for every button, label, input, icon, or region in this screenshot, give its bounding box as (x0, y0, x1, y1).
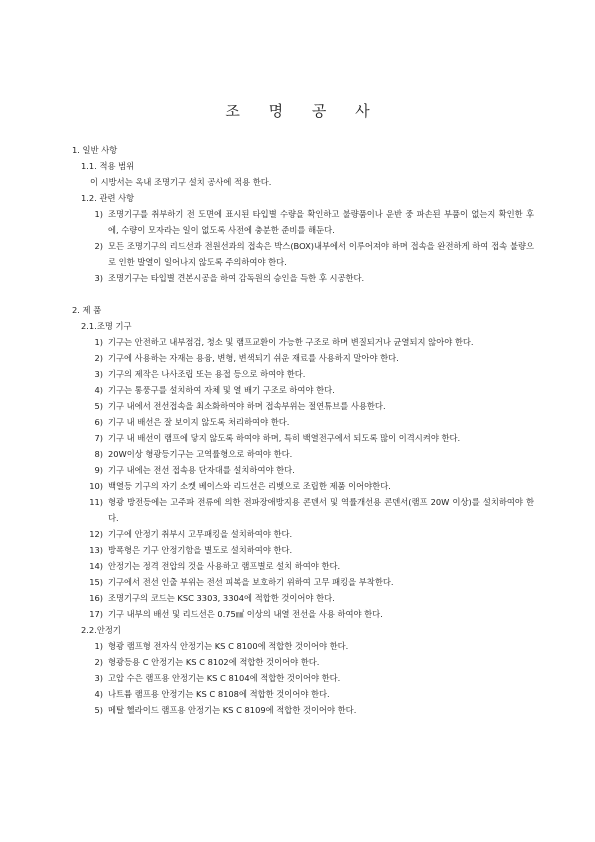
list-item-text: 모든 조명기구의 리드선과 전원선과의 접속은 박스(BOX)내부에서 이루어져야 하며 접속을 완전하게 하여 접속 불량으로 인한 발열이 일어나지 않도록 주의하여야 한다. (108, 241, 534, 267)
list-item-text: 기구 내 배선이 램프에 닿지 않도록 하여야 하며, 특히 백열전구에서 되도록 많이 이격시켜야 한다. (108, 433, 461, 443)
list-item-text: 고압 수은 램프용 안정기는 KS C 8104에 적합한 것이어야 한다. (108, 673, 341, 683)
list-item-number: 15) (89, 577, 103, 587)
list-item (72, 430, 534, 446)
list-item-text: 메탈 헬라이드 램프용 안정기는 KS C 8109에 적합한 것이어야 한다. (108, 705, 357, 715)
fixture-items-list (72, 334, 534, 622)
list-item-number: 4) (94, 385, 103, 395)
list-item (72, 414, 534, 430)
list-item-text: 기구 내 배선은 잘 보이지 않도록 처리하여야 한다. (108, 417, 290, 427)
list-item (72, 462, 534, 478)
related-items-list (72, 206, 534, 286)
list-item-number: 8) (94, 449, 103, 459)
list-item (72, 638, 534, 654)
list-item (72, 334, 534, 350)
list-item-number: 11) (89, 497, 103, 507)
list-item-number: 7) (94, 433, 103, 443)
section-heading-general: 1. 일반 사항 (72, 145, 118, 155)
list-item-number: 17) (89, 609, 103, 619)
list-item (72, 558, 534, 574)
list-item (72, 382, 534, 398)
list-item-text: 방폭형은 기구 안정기함을 별도로 설치하여야 한다. (108, 545, 293, 555)
list-item-text: 기구에서 전선 인출 부위는 전선 피복을 보호하기 위하여 고무 패킹을 부착한다. (108, 577, 394, 587)
list-item-number: 3) (94, 273, 103, 283)
list-item (72, 574, 534, 590)
list-item-text: 조명기구를 취부하기 전 도면에 표시된 타입별 수량을 확인하고 불량품이나 운반 중 파손된 부품이 없는지 확인한 후에, 수량이 모자라는 일이 없도록 사전에 충분한 준비를 해둔다. (108, 209, 534, 235)
list-item (72, 270, 534, 286)
list-item (72, 542, 534, 558)
section-heading-products: 2. 제 품 (72, 305, 102, 315)
list-item-text: 기구의 제작은 나사조립 또는 용접 등으로 하여야 한다. (108, 369, 306, 379)
subsection-heading-lighting-fixtures: 2.1.조명 기구 (81, 321, 132, 331)
list-item-number: 3) (94, 369, 103, 379)
list-item-text: 기구는 통풍구를 설치하여 자체 및 열 배기 구조로 하여야 한다. (108, 385, 335, 395)
list-item (72, 350, 534, 366)
list-item-text: 기구에 안정기 취부시 고무패킹을 설치하여야 한다. (108, 529, 293, 539)
document-title: 조 명 공 사 (225, 102, 382, 120)
list-item-number: 1) (94, 641, 103, 651)
list-item-number: 2) (94, 353, 103, 363)
list-item-text: 나트륨 램프용 안정기는 KS C 8108에 적합한 것이어야 한다. (108, 689, 330, 699)
list-item-number: 5) (94, 705, 103, 715)
list-item-text: 안정기는 정격 전압의 것을 사용하고 램프별로 설치 하여야 한다. (108, 561, 341, 571)
list-item-text: 기구에 사용하는 자재는 용융, 변형, 변색되기 쉬운 재료를 사용하지 말아야 한다. (108, 353, 399, 363)
subsection-heading-related: 1.2. 관련 사항 (81, 193, 135, 203)
list-item-text: 형광 램프형 전자식 안정기는 KS C 8100에 적합한 것이어야 한다. (108, 641, 349, 651)
list-item-number: 2) (94, 657, 103, 667)
list-item (72, 606, 534, 622)
list-item (72, 206, 534, 238)
list-item (72, 366, 534, 382)
list-item-text: 조명기구의 코드는 KSC 3303, 3304에 적합한 것이어야 한다. (108, 593, 335, 603)
list-item-text: 기구 내부의 배선 및 리드선은 0.75㎟ 이상의 내열 전선을 사용 하여야 한다. (108, 609, 383, 619)
list-item-number: 10) (89, 481, 103, 491)
list-item (72, 702, 534, 718)
list-item-text: 기구 내에는 전선 접속용 단자대를 설치하여야 한다. (108, 465, 295, 475)
list-item-text: 조명기구는 타입별 견본시공을 하여 감독원의 승인을 득한 후 시공한다. (108, 273, 365, 283)
document-body (72, 142, 534, 718)
list-item-number: 1) (94, 337, 103, 347)
list-item-text: 20W이상 형광등기구는 고역률형으로 하여야 한다. (108, 449, 293, 459)
list-item (72, 670, 534, 686)
list-item-text: 기구는 안전하고 내부점검, 청소 및 램프교환이 가능한 구조로 하며 변질되거나 균열되지 않아야 한다. (108, 337, 474, 347)
list-item-text: 기구 내에서 전선접속을 최소화하여야 하며 접속부위는 절연튜브를 사용한다. (108, 401, 386, 411)
list-item (72, 446, 534, 462)
list-item-number: 16) (89, 593, 103, 603)
scope-paragraph: 이 시방서는 옥내 조명기구 설치 공사에 적용 한다. (90, 177, 272, 187)
list-item-number: 1) (94, 209, 103, 219)
list-item (72, 238, 534, 270)
subsection-heading-scope: 1.1. 적용 범위 (81, 161, 135, 171)
list-item-number: 9) (94, 465, 103, 475)
list-item (72, 654, 534, 670)
list-item-text: 형광 방전등에는 고주파 전류에 의한 전파장애방지용 콘덴서 및 역률개선용 콘덴서(램프 20W 이상)를 설치하여야 한다. (108, 497, 534, 523)
list-item (72, 686, 534, 702)
list-item-number: 4) (94, 689, 103, 699)
list-item-number: 6) (94, 417, 103, 427)
list-item-number: 5) (94, 401, 103, 411)
ballast-items-list (72, 638, 534, 718)
list-item-text: 백열등 기구의 자기 소켓 베이스와 리드선은 리벳으로 조립한 제품 이어야한다. (108, 481, 391, 491)
list-item-number: 3) (94, 673, 103, 683)
list-item (72, 494, 534, 526)
list-item-number: 14) (89, 561, 103, 571)
list-item (72, 398, 534, 414)
list-item-number: 2) (94, 241, 103, 251)
list-item (72, 478, 534, 494)
subsection-heading-ballast: 2.2.안정기 (81, 625, 121, 635)
list-item (72, 526, 534, 542)
list-item-text: 형광등용 C 안정기는 KS C 8102에 적합한 것이어야 한다. (108, 657, 320, 667)
list-item (72, 590, 534, 606)
list-item-number: 13) (89, 545, 103, 555)
list-item-number: 12) (89, 529, 103, 539)
